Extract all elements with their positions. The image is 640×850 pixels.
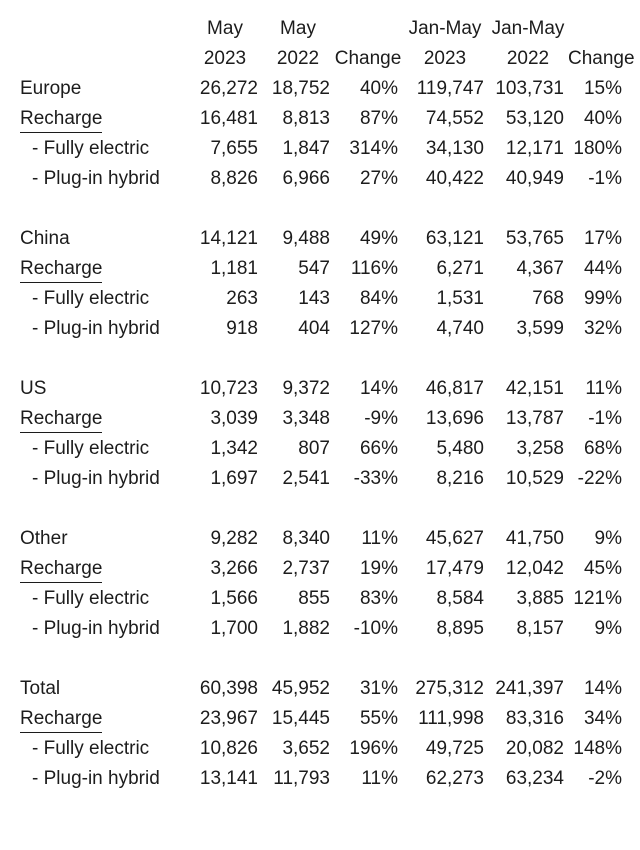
table-header (18, 14, 635, 74)
cell-jan-may-2023: 8,216 (436, 468, 484, 489)
row-label-china-0 (18, 224, 188, 254)
row-label-text: Recharge (20, 557, 102, 583)
cell-may-2022: 807 (298, 438, 330, 459)
spacer-cell (18, 494, 622, 524)
cell-jan-may-2022: 3,885 (516, 588, 564, 609)
table-row (18, 104, 622, 134)
cell-jan-may-2022: 12,171 (505, 138, 564, 159)
cell-may-2023: 918 (226, 318, 258, 339)
spacer-cell (18, 194, 622, 224)
cell-may-change: 196% (349, 738, 398, 759)
cell-may-2022: 45,952 (271, 678, 330, 699)
cell-may-2023: 1,697 (210, 468, 258, 489)
cell-jan-may-change: 17% (583, 228, 622, 249)
header-line-2 (18, 44, 188, 74)
cell-jan-may-2022: 103,731 (495, 78, 564, 99)
cell-jan-may-2023: 275,312 (415, 678, 484, 699)
cell-jan-may-2022: 4,367 (516, 258, 564, 279)
cell-may-change: 314% (349, 138, 398, 159)
cell-jan-may-change: 44% (583, 258, 622, 279)
row-label-china-1 (18, 254, 188, 284)
cell-jan-may-2022: 3,599 (516, 318, 564, 339)
header-cell-may-2023 (188, 14, 262, 74)
cell-jan-may-change: 14% (583, 678, 622, 699)
row-label-text: - Plug-in hybrid (32, 168, 160, 189)
cell-jan-may-change: 32% (583, 318, 622, 339)
cell-jan-may-change: -1% (588, 168, 622, 189)
spacer-cell (18, 644, 622, 674)
table-row (18, 734, 622, 764)
row-label-text: Recharge (20, 257, 102, 283)
row-label-text: - Plug-in hybrid (32, 318, 160, 339)
header-row (18, 14, 622, 74)
header-cell-jan-may-2023 (402, 14, 488, 74)
cell-may-2023: 23,967 (199, 708, 258, 729)
cell-jan-may-2023: 13,696 (425, 408, 484, 429)
cell-jan-may-2023: 4,740 (436, 318, 484, 339)
cell-jan-may-change: 121% (573, 588, 622, 609)
cell-jan-may-2023: 1,531 (436, 288, 484, 309)
table-row (18, 464, 622, 494)
header-line-2: 2023 (203, 48, 247, 69)
table-row (18, 584, 622, 614)
section-spacer (18, 344, 622, 374)
header-line-2: Change (334, 48, 402, 69)
cell-jan-may-2023: 74,552 (425, 108, 484, 129)
table-body (18, 74, 622, 794)
cell-jan-may-2022: 42,151 (505, 378, 564, 399)
cell-jan-may-change: 45% (583, 558, 622, 579)
row-label-text: - Fully electric (32, 738, 150, 759)
cell-may-2022: 1,882 (282, 618, 330, 639)
row-label-china-2 (18, 284, 188, 314)
row-label-us-2 (18, 434, 188, 464)
cell-may-2022: 404 (298, 318, 330, 339)
cell-may-2023: 1,342 (210, 438, 258, 459)
cell-may-2023: 263 (226, 288, 258, 309)
row-label-text: - Fully electric (32, 138, 150, 159)
cell-jan-may-change: 180% (573, 138, 622, 159)
row-label-total-3 (18, 764, 188, 794)
row-label-text: Recharge (20, 707, 102, 733)
cell-may-2022: 6,966 (282, 168, 330, 189)
cell-jan-may-change: 15% (583, 78, 622, 99)
cell-may-change: 87% (359, 108, 398, 129)
cell-may-2023: 1,700 (210, 618, 258, 639)
cell-may-2022: 143 (298, 288, 330, 309)
row-label-text: - Fully electric (32, 288, 150, 309)
cell-may-2022: 11,793 (273, 768, 330, 789)
table-row (18, 614, 622, 644)
header-line-1: May (207, 18, 243, 39)
cell-jan-may-2023: 62,273 (425, 768, 484, 789)
cell-jan-may-change: 11% (585, 378, 622, 399)
cell-jan-may-2022: 12,042 (505, 558, 564, 579)
cell-jan-may-2022: 20,082 (505, 738, 564, 759)
cell-jan-may-2023: 119,747 (416, 78, 484, 99)
cell-jan-may-change: 68% (583, 438, 622, 459)
table-row (18, 314, 622, 344)
cell-may-2023: 14,121 (199, 228, 258, 249)
row-label-total-0 (18, 674, 188, 704)
cell-jan-may-change: -2% (588, 768, 622, 789)
cell-jan-may-2022: 63,234 (505, 768, 564, 789)
cell-may-change: 14% (359, 378, 398, 399)
cell-may-2022: 2,737 (282, 558, 330, 579)
cell-may-change: 55% (359, 708, 398, 729)
cell-may-2022: 547 (298, 258, 330, 279)
cell-may-change: 11% (361, 528, 398, 549)
cell-jan-may-change: 148% (573, 738, 622, 759)
cell-may-2022: 855 (298, 588, 330, 609)
header-line-1: Jan-May (408, 18, 482, 39)
cell-jan-may-2022: 3,258 (516, 438, 564, 459)
row-label-europe-2 (18, 134, 188, 164)
section-spacer (18, 194, 622, 224)
cell-may-change: 19% (359, 558, 398, 579)
cell-jan-may-2022: 768 (532, 288, 564, 309)
header-line-2: Change (568, 48, 635, 69)
cell-jan-may-2023: 17,479 (425, 558, 484, 579)
cell-may-2022: 3,348 (282, 408, 330, 429)
cell-jan-may-2023: 34,130 (425, 138, 484, 159)
sales-volume-table (18, 14, 635, 794)
cell-jan-may-2023: 111,998 (418, 708, 484, 729)
cell-jan-may-2022: 53,120 (505, 108, 564, 129)
header-cell-jan-may-change (568, 14, 635, 74)
row-label-europe-3 (18, 164, 188, 194)
row-label-europe-1 (18, 104, 188, 134)
cell-may-change: 66% (359, 438, 398, 459)
cell-jan-may-2023: 46,817 (425, 378, 484, 399)
cell-may-2023: 1,566 (210, 588, 258, 609)
header-line-1 (18, 14, 188, 44)
cell-may-2023: 10,723 (199, 378, 258, 399)
cell-may-change: 27% (359, 168, 398, 189)
cell-jan-may-2023: 6,271 (436, 258, 484, 279)
cell-may-change: -10% (353, 618, 398, 639)
cell-jan-may-2023: 5,480 (436, 438, 484, 459)
row-label-text: Europe (20, 78, 82, 99)
table-row (18, 704, 622, 734)
cell-may-change: 127% (349, 318, 398, 339)
table-row (18, 554, 622, 584)
table-row (18, 134, 622, 164)
cell-may-change: 31% (359, 678, 398, 699)
row-label-text: - Plug-in hybrid (32, 618, 160, 639)
cell-may-2023: 9,282 (210, 528, 258, 549)
header-line-1 (334, 14, 402, 44)
cell-may-2022: 8,340 (282, 528, 330, 549)
row-label-text: China (20, 228, 70, 249)
cell-may-2023: 16,481 (199, 108, 258, 129)
cell-may-change: 11% (361, 768, 398, 789)
row-label-text: Recharge (20, 107, 102, 133)
cell-may-2023: 10,826 (199, 738, 258, 759)
header-cell-label (18, 14, 188, 74)
spacer-cell (18, 344, 622, 374)
row-label-text: - Fully electric (32, 588, 150, 609)
cell-jan-may-2023: 40,422 (425, 168, 484, 189)
cell-jan-may-2022: 13,787 (505, 408, 564, 429)
cell-may-change: 49% (359, 228, 398, 249)
cell-jan-may-change: -1% (588, 408, 622, 429)
cell-may-change: 40% (359, 78, 398, 99)
cell-jan-may-2022: 8,157 (516, 618, 564, 639)
cell-jan-may-change: 40% (583, 108, 622, 129)
table-row (18, 164, 622, 194)
row-label-us-0 (18, 374, 188, 404)
table-row (18, 284, 622, 314)
cell-may-2022: 2,541 (282, 468, 330, 489)
cell-jan-may-2023: 8,584 (436, 588, 484, 609)
row-label-other-0 (18, 524, 188, 554)
cell-jan-may-change: 9% (594, 528, 622, 549)
row-label-text: Other (20, 528, 68, 549)
table-row (18, 374, 622, 404)
header-line-1: Jan-May (491, 18, 565, 39)
cell-jan-may-2022: 83,316 (505, 708, 564, 729)
header-line-2: 2022 (276, 48, 320, 69)
cell-may-2022: 8,813 (282, 108, 330, 129)
row-label-text: Recharge (20, 407, 102, 433)
cell-may-2022: 15,445 (271, 708, 330, 729)
cell-may-2023: 7,655 (210, 138, 258, 159)
cell-jan-may-2023: 63,121 (425, 228, 484, 249)
row-label-text: Total (20, 678, 61, 699)
cell-may-2023: 8,826 (210, 168, 258, 189)
header-line-1: May (280, 18, 316, 39)
header-line-2: 2023 (423, 48, 467, 69)
cell-may-2023: 3,039 (210, 408, 258, 429)
row-label-text: - Fully electric (32, 438, 150, 459)
row-label-total-1 (18, 704, 188, 734)
row-label-other-1 (18, 554, 188, 584)
table-row (18, 404, 622, 434)
cell-jan-may-change: 99% (583, 288, 622, 309)
cell-may-change: 116% (350, 258, 398, 279)
header-cell-jan-may-2022 (488, 14, 568, 74)
cell-jan-may-change: 34% (583, 708, 622, 729)
cell-jan-may-change: -22% (577, 468, 622, 489)
cell-may-2023: 3,266 (210, 558, 258, 579)
cell-may-2023: 1,181 (210, 258, 258, 279)
section-spacer (18, 494, 622, 524)
table-row (18, 524, 622, 554)
row-label-other-3 (18, 614, 188, 644)
cell-jan-may-2022: 241,397 (495, 678, 564, 699)
cell-may-change: -9% (364, 408, 398, 429)
cell-jan-may-2022: 41,750 (505, 528, 564, 549)
cell-jan-may-2022: 40,949 (505, 168, 564, 189)
cell-may-change: -33% (353, 468, 398, 489)
section-spacer (18, 644, 622, 674)
cell-may-2022: 9,372 (282, 378, 330, 399)
row-label-other-2 (18, 584, 188, 614)
cell-may-change: 83% (359, 588, 398, 609)
table-row (18, 764, 622, 794)
cell-may-2022: 1,847 (282, 138, 330, 159)
header-cell-may-change (334, 14, 402, 74)
table-row (18, 434, 622, 464)
table-row (18, 674, 622, 704)
row-label-text: US (20, 378, 47, 399)
row-label-text: - Plug-in hybrid (32, 768, 160, 789)
cell-jan-may-2023: 49,725 (425, 738, 484, 759)
cell-may-2022: 9,488 (282, 228, 330, 249)
header-cell-may-2022 (262, 14, 334, 74)
cell-jan-may-change: 9% (594, 618, 622, 639)
cell-jan-may-2023: 8,895 (436, 618, 484, 639)
row-label-china-3 (18, 314, 188, 344)
cell-may-2022: 18,752 (271, 78, 330, 99)
header-line-2: 2022 (506, 48, 550, 69)
table-row (18, 224, 622, 254)
row-label-europe-0 (18, 74, 188, 104)
cell-may-2023: 13,141 (199, 768, 258, 789)
header-line-1 (568, 14, 622, 44)
cell-may-change: 84% (359, 288, 398, 309)
cell-jan-may-2022: 53,765 (505, 228, 564, 249)
row-label-us-3 (18, 464, 188, 494)
cell-may-2023: 26,272 (199, 78, 258, 99)
cell-may-2023: 60,398 (199, 678, 258, 699)
row-label-total-2 (18, 734, 188, 764)
table-row (18, 74, 622, 104)
table-row (18, 254, 622, 284)
row-label-us-1 (18, 404, 188, 434)
cell-may-2022: 3,652 (282, 738, 330, 759)
row-label-text: - Plug-in hybrid (32, 468, 160, 489)
cell-jan-may-2023: 45,627 (425, 528, 484, 549)
cell-jan-may-2022: 10,529 (505, 468, 564, 489)
